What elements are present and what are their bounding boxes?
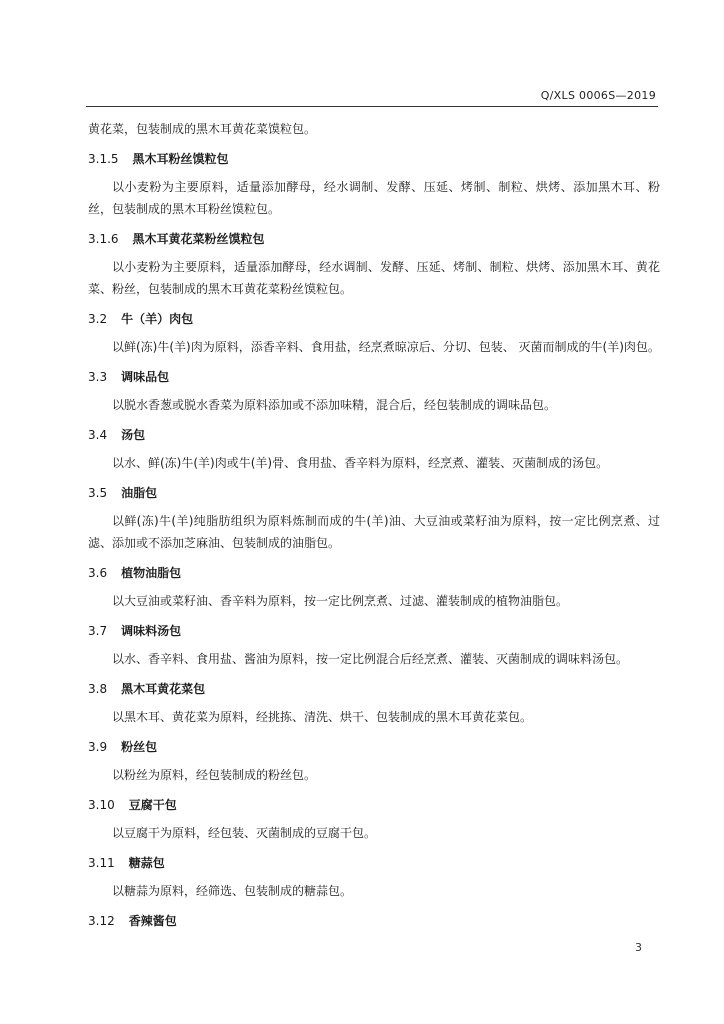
section-heading	[88, 910, 660, 932]
section-title: 黑木耳粉丝馍粒包	[132, 152, 229, 166]
section-title: 调味料汤包	[121, 624, 182, 638]
section-heading	[88, 736, 660, 758]
body-paragraph: 以脱水香葱或脱水香菜为原料添加或不添加味精，混合后，经包装制成的调味品包。	[112, 398, 557, 412]
body-paragraph: 以大豆油或菜籽油、香辛料为原料，按一定比例烹煮、过滤、灌装制成的植物油脂包。	[112, 594, 569, 608]
section-heading	[88, 794, 660, 816]
body-paragraph: 以小麦粉为主要原料，适量添加酵母，经水调制、发酵、压延、烤制、制粒、烘烤、添加黑木耳、粉丝，包装制成的黑木耳粉丝馍粒包。	[88, 180, 660, 216]
section-heading	[88, 366, 660, 388]
body-paragraph: 以鲜(冻)牛(羊)肉为原料，添香辛料、食用盐，经烹煮晾凉后、分切、包装、 灭菌而制成的牛(羊)肉包。	[112, 340, 660, 354]
section-number: 3.5	[88, 486, 108, 500]
body-paragraph: 以水、鲜(冻)牛(羊)肉或牛(羊)骨、食用盐、香辛料为原料，经烹煮、灌装、灭菌制成的汤包。	[112, 456, 609, 470]
section-title: 汤包	[121, 428, 146, 442]
section-title: 调味品包	[121, 370, 170, 384]
section-heading	[88, 482, 660, 504]
section-number: 3.11	[88, 856, 115, 870]
section-number: 3.1.5	[88, 152, 119, 166]
section-heading	[88, 562, 660, 584]
section-number: 3.7	[88, 624, 108, 638]
section-title: 油脂包	[121, 486, 158, 500]
section-heading	[88, 228, 660, 250]
section-number: 3.6	[88, 566, 108, 580]
section-title: 黑木耳黄花菜包	[121, 682, 206, 696]
section-heading	[88, 678, 660, 700]
section-title: 豆腐干包	[128, 798, 177, 812]
page-number: 3	[635, 941, 642, 954]
document-body	[88, 118, 660, 938]
section-heading	[88, 148, 660, 170]
section-heading	[88, 308, 660, 330]
body-paragraph: 以黑木耳、黄花菜为原料，经挑拣、清洗、烘干、包装制成的黑木耳黄花菜包。	[112, 710, 533, 724]
body-paragraph: 以小麦粉为主要原料，适量添加酵母，经水调制、发酵、压延、烤制、制粒、烘烤、添加黑木耳、黄花菜、粉丝，包装制成的黑木耳黄花菜粉丝馍粒包。	[88, 260, 660, 296]
section-title: 香辣酱包	[128, 914, 177, 928]
body-paragraph: 以水、香辛料、食用盐、酱油为原料，按一定比例混合后经烹煮、灌装、灭菌制成的调味料汤包。	[112, 652, 629, 666]
section-title: 黑木耳黄花菜粉丝馍粒包	[132, 232, 265, 246]
body-paragraph: 以糖蒜为原料，经筛选、包装制成的糖蒜包。	[112, 884, 353, 898]
document-code: Q/XLS 0006S—2019	[540, 89, 656, 102]
body-paragraph: 黄花菜，包装制成的黑木耳黄花菜馍粒包。	[88, 122, 317, 136]
body-paragraph: 以粉丝为原料，经包装制成的粉丝包。	[112, 768, 317, 782]
section-number: 3.10	[88, 798, 115, 812]
section-number: 3.4	[88, 428, 108, 442]
section-title: 牛（羊）肉包	[121, 312, 194, 326]
section-heading	[88, 424, 660, 446]
section-title: 粉丝包	[121, 740, 158, 754]
section-title: 植物油脂包	[121, 566, 182, 580]
section-title: 糖蒜包	[128, 856, 165, 870]
body-paragraph: 以鲜(冻)牛(羊)纯脂肪组织为原料炼制而成的牛(羊)油、大豆油或菜籽油为原料，按一定比例烹煮、过滤、添加或不添加芝麻油、包装制成的油脂包。	[88, 514, 660, 550]
section-number: 3.3	[88, 370, 108, 384]
body-paragraph: 以豆腐干为原料，经包装、灭菌制成的豆腐干包。	[112, 826, 377, 840]
section-heading	[88, 620, 660, 642]
section-number: 3.9	[88, 740, 108, 754]
section-number: 3.2	[88, 312, 108, 326]
section-number: 3.12	[88, 914, 115, 928]
section-number: 3.1.6	[88, 232, 119, 246]
header-rule	[86, 106, 658, 107]
section-number: 3.8	[88, 682, 108, 696]
section-heading	[88, 852, 660, 874]
